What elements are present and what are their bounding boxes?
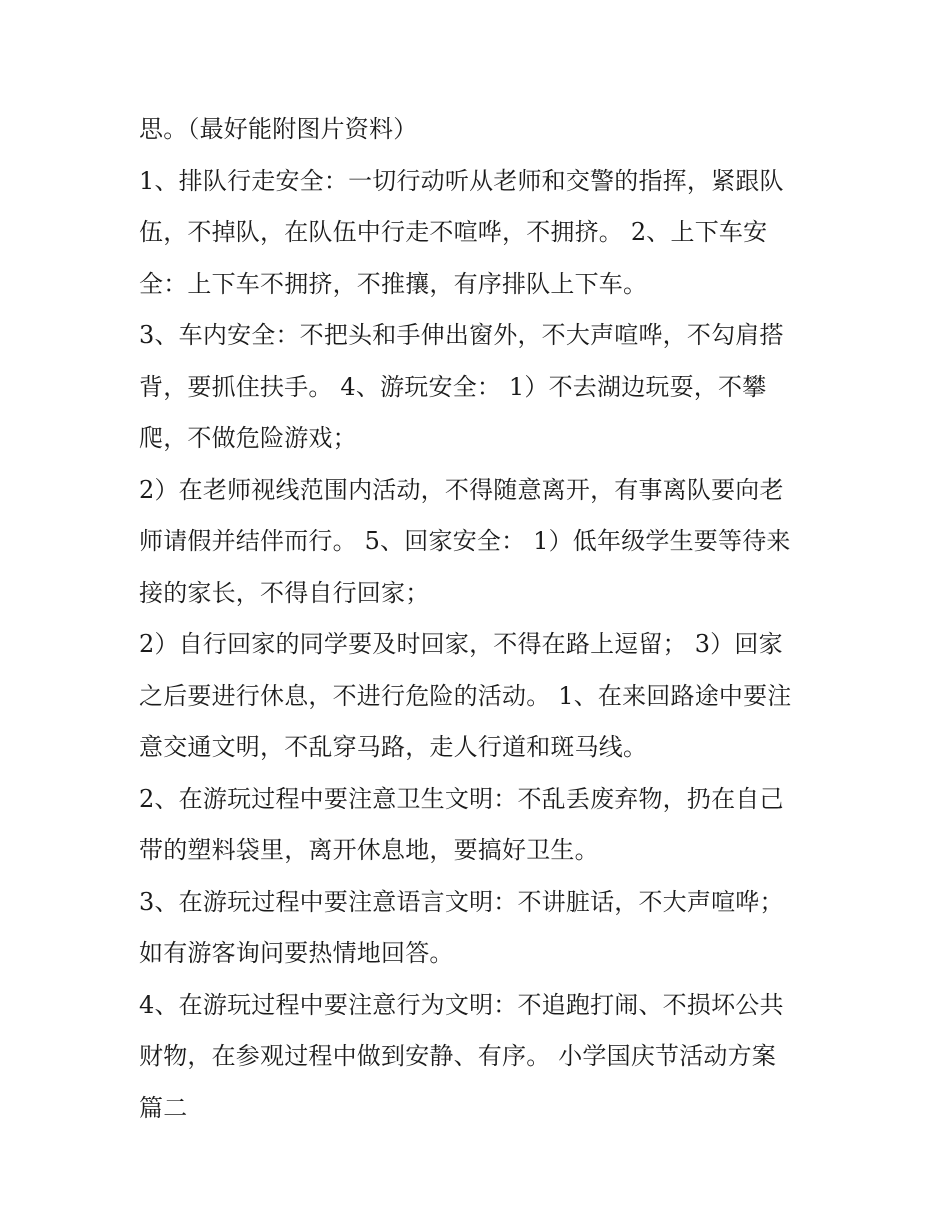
- text-line: 思。（最好能附图片资料）: [139, 115, 418, 143]
- text-line: 2）自行回家的同学要及时回家，不得在路上逗留； 3）回家: [139, 630, 783, 658]
- text-line: 财物，在参观过程中做到安静、有序。 小学国庆节活动方案: [139, 1042, 777, 1070]
- text-line: 意交通文明，不乱穿马路，走人行道和斑马线。: [139, 733, 648, 761]
- text-line: 背，要抓住扶手。 4、游玩安全： 1）不去湖边玩耍，不攀: [139, 372, 767, 401]
- text-line: 篇二: [139, 1093, 188, 1122]
- text-line: 伍，不掉队，在队伍中行走不喧哗，不拥挤。 2、上下车安: [139, 218, 768, 246]
- text-line: 带的塑料袋里，离开休息地，要搞好卫生。: [139, 836, 599, 864]
- text-line: 师请假并结伴而行。 5、回家安全： 1）低年级学生要等待来: [139, 527, 791, 555]
- text-line: 接的家长，不得自行回家；: [139, 578, 430, 607]
- text-line: 爬，不做危险游戏；: [139, 424, 357, 452]
- document-body: [139, 104, 829, 1134]
- text-line: 如有游客询问要热情地回答。: [139, 939, 454, 967]
- text-line: 2、在游玩过程中要注意卫生文明：不乱丢废弃物，扔在自己: [139, 784, 784, 813]
- text-line: 2）在老师视线范围内活动，不得随意离开，有事离队要向老: [139, 475, 784, 504]
- text-line: 1、排队行走安全：一切行动听从老师和交警的指挥，紧跟队: [139, 166, 784, 195]
- text-line: 3、车内安全：不把头和手伸出窗外，不大声喧哗，不勾肩搭: [139, 321, 784, 349]
- text-line: 3、在游玩过程中要注意语言文明：不讲脏话，不大声喧哗；: [139, 887, 784, 916]
- text-line: 之后要进行休息，不进行危险的活动。 1、在来回路途中要注: [139, 681, 792, 710]
- text-line: 全：上下车不拥挤，不推攘，有序排队上下车。: [139, 269, 648, 298]
- text-line: 4、在游玩过程中要注意行为文明：不追跑打闹、不损坏公共: [139, 990, 784, 1019]
